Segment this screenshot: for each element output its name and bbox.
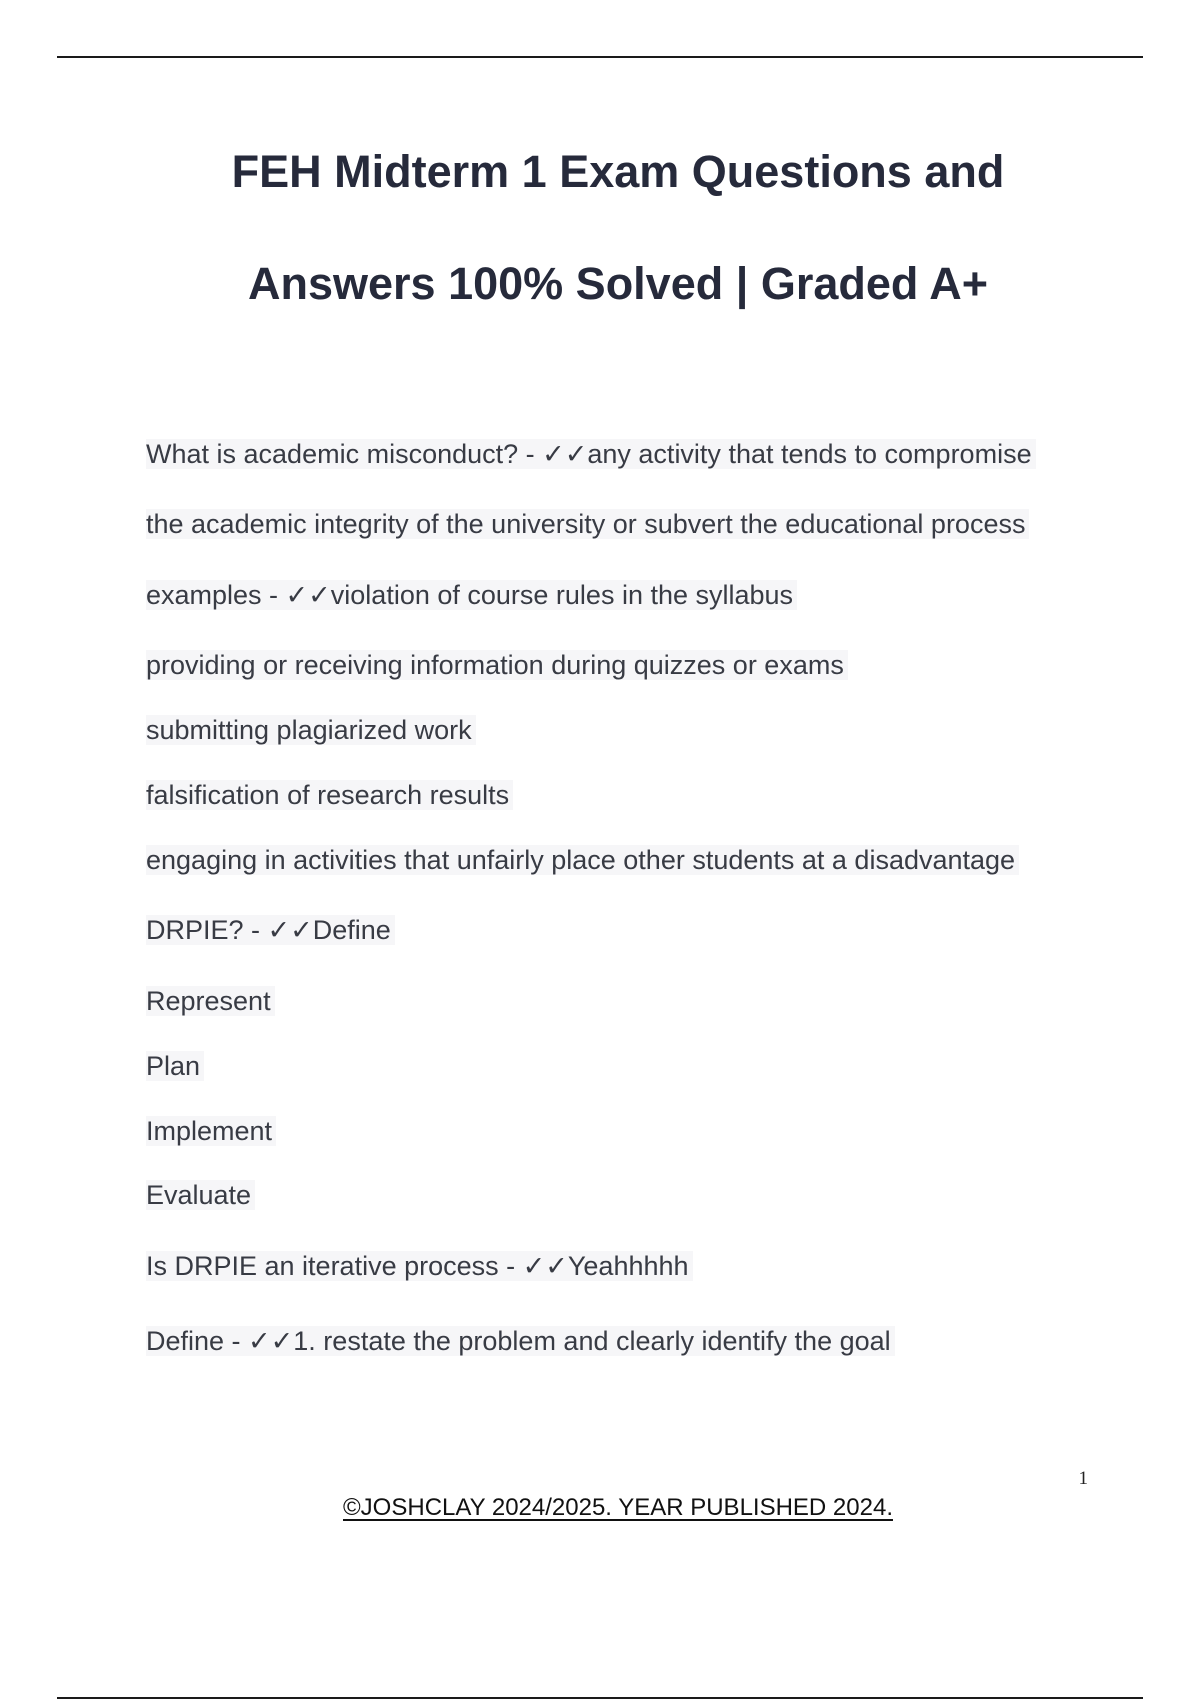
text-line xyxy=(146,776,513,814)
text-line xyxy=(146,1047,204,1085)
text-line xyxy=(146,646,848,684)
text-line xyxy=(146,841,1019,879)
text-line-content: DRPIE? - ✓✓Define xyxy=(146,915,395,945)
text-line-content: Implement xyxy=(146,1116,276,1146)
top-rule xyxy=(57,56,1143,58)
document-title-line-2: Answers 100% Solved | Graded A+ xyxy=(248,258,988,309)
text-line-content: What is academic misconduct? - ✓✓any activity that tends to compromise xyxy=(146,439,1036,469)
text-line xyxy=(146,1112,276,1150)
text-line-content: Plan xyxy=(146,1051,204,1081)
text-line xyxy=(146,911,395,949)
text-line-content: Represent xyxy=(146,986,275,1016)
text-line xyxy=(146,1176,255,1214)
text-line-content: Define - ✓✓1. restate the problem and clearly identify the goal xyxy=(146,1326,895,1356)
text-line xyxy=(146,576,797,614)
document-title-line-1: FEH Midterm 1 Exam Questions and xyxy=(231,146,1005,197)
text-line xyxy=(146,982,275,1020)
text-line-content: submitting plagiarized work xyxy=(146,715,476,745)
text-line xyxy=(146,505,1029,543)
page-number: 1 xyxy=(1078,1468,1088,1489)
bottom-rule xyxy=(57,1697,1143,1699)
text-line-content: falsification of research results xyxy=(146,780,513,810)
text-line-content: providing or receiving information during quizzes or exams xyxy=(146,650,848,680)
text-line xyxy=(146,711,476,749)
text-line-content: Is DRPIE an iterative process - ✓✓Yeahhhhh xyxy=(146,1251,693,1281)
text-line-content: Evaluate xyxy=(146,1180,255,1210)
text-line-content: examples - ✓✓violation of course rules in the syllabus xyxy=(146,580,797,610)
text-line xyxy=(146,1247,693,1285)
text-line-content: the academic integrity of the university or subvert the educational process xyxy=(146,509,1029,539)
copyright-footer: ©JOSHCLAY 2024/2025. YEAR PUBLISHED 2024. xyxy=(343,1494,893,1521)
text-line xyxy=(146,1322,895,1360)
text-line-content: engaging in activities that unfairly place other students at a disadvantage xyxy=(146,845,1019,875)
text-line xyxy=(146,435,1036,473)
